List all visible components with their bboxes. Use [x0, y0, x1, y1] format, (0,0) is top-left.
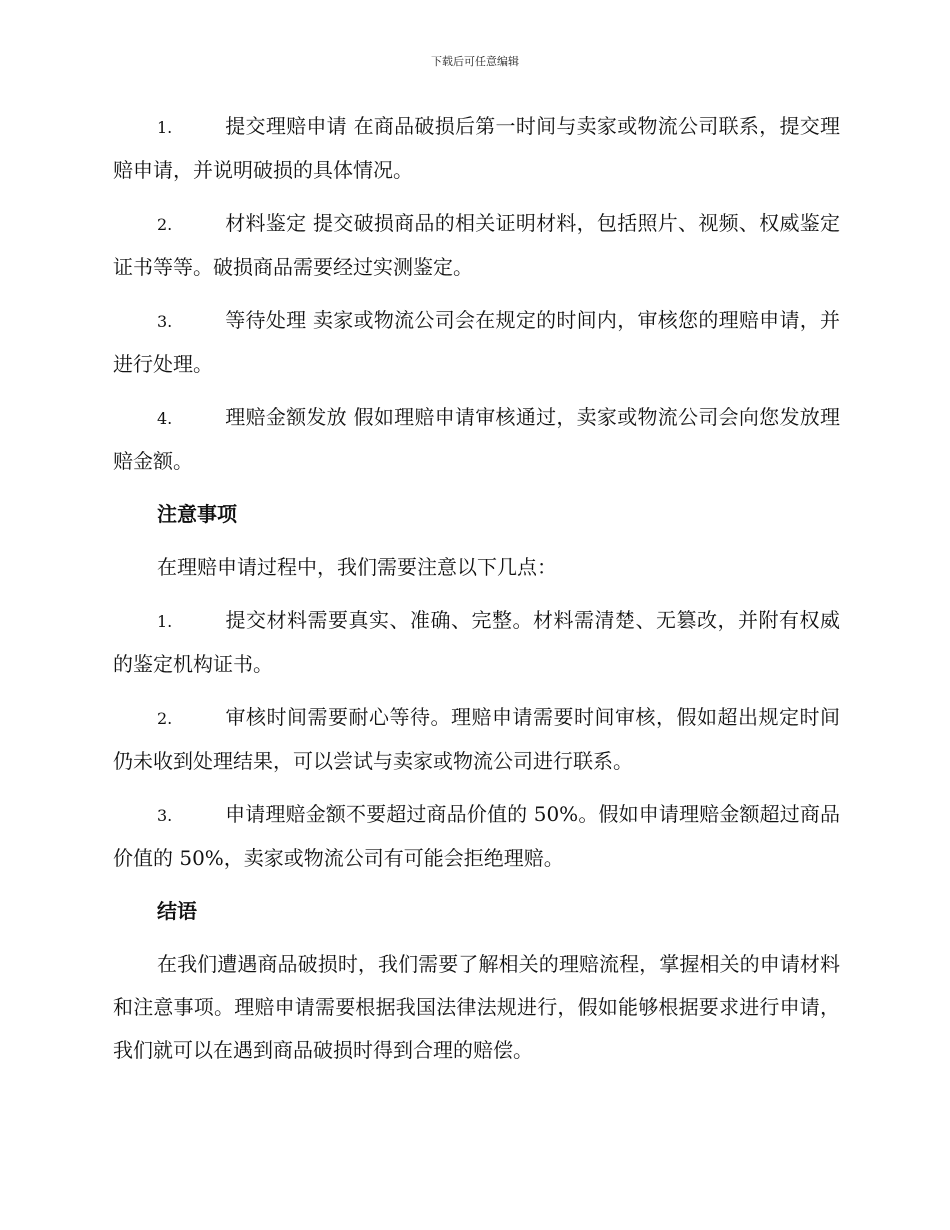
step-number: 3.: [157, 312, 173, 331]
step-item: [113, 299, 840, 386]
document-body: [113, 105, 840, 1082]
conclusion-text: 在我们遭遇商品破损时，我们需要了解相关的理赔流程，掌握相关的申请材料和注意事项。理赔申请需要根据我国法律法规进行，假如能够根据要求进行申请，我们就可以在遇到商品破损时得到合理的赔偿。: [113, 952, 840, 1062]
notes-heading: 注意事项: [157, 502, 237, 526]
step-number: 2.: [157, 215, 173, 234]
note-item: [113, 599, 840, 686]
step-item: [113, 202, 840, 289]
note-item: [113, 696, 840, 783]
step-item: [113, 105, 840, 192]
step-text: 提交理赔申请 在商品破损后第一时间与卖家或物流公司联系，提交理赔申请，并说明破损的具体情况。: [113, 114, 840, 182]
step-text: 理赔金额发放 假如理赔申请审核通过，卖家或物流公司会向您发放理赔金额。: [113, 405, 840, 473]
note-text: 审核时间需要耐心等待。理赔申请需要时间审核，假如超出规定时间仍未收到处理结果，可以尝试与卖家或物流公司进行联系。: [113, 705, 840, 773]
notes-intro: 在理赔申请过程中，我们需要注意以下几点：: [157, 555, 557, 579]
step-text: 材料鉴定 提交破损商品的相关证明材料，包括照片、视频、权威鉴定证书等等。破损商品需要经过实测鉴定。: [113, 211, 840, 279]
step-number: 4.: [157, 409, 173, 428]
note-item: [113, 793, 840, 880]
note-number: 1.: [157, 612, 173, 631]
note-text: 提交材料需要真实、准确、完整。材料需清楚、无篡改，并附有权威的鉴定机构证书。: [113, 608, 840, 676]
conclusion-heading: 结语: [157, 899, 197, 923]
step-number: 1.: [157, 118, 173, 137]
note-text: 申请理赔金额不要超过商品价值的 50%。假如申请理赔金额超过商品价值的 50%，卖家或物流公司有可能会拒绝理赔。: [113, 802, 840, 870]
page-header: 下载后可任意编辑: [431, 55, 519, 68]
note-number: 3.: [157, 806, 173, 825]
step-text: 等待处理 卖家或物流公司会在规定的时间内，审核您的理赔申请，并进行处理。: [113, 308, 840, 376]
note-number: 2.: [157, 709, 173, 728]
step-item: [113, 396, 840, 483]
